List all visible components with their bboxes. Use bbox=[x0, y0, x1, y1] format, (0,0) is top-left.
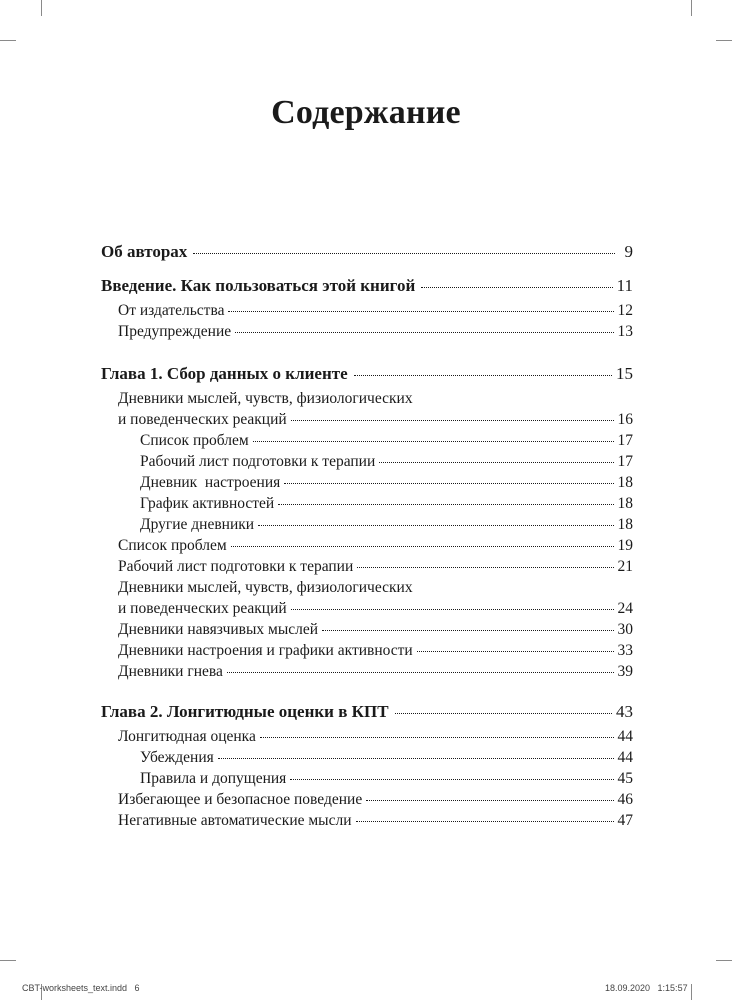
toc-entry[interactable] bbox=[118, 300, 633, 321]
toc-entry-label: Избегающее и безопасное поведение bbox=[118, 791, 363, 808]
toc-leader-dots bbox=[278, 503, 613, 505]
toc-page-number: 19 bbox=[617, 537, 633, 554]
toc-page-number: 30 bbox=[617, 621, 633, 638]
toc-entry[interactable] bbox=[118, 726, 633, 747]
toc-leader-dots bbox=[366, 799, 613, 801]
toc-page-number: 12 bbox=[617, 302, 633, 319]
toc-page-number: 33 bbox=[617, 642, 633, 659]
toc-page-number: 46 bbox=[617, 791, 633, 808]
toc-entry-label: Введение. Как пользоваться этой книгой bbox=[101, 276, 416, 295]
toc-entry-label: Дневник настроения bbox=[140, 474, 281, 491]
footer-file-info: CBT-worksheets_text.indd 6 bbox=[22, 983, 140, 993]
toc-leader-dots bbox=[235, 331, 613, 333]
toc-entry[interactable] bbox=[140, 768, 633, 789]
toc-page-number: 21 bbox=[617, 558, 633, 575]
toc-page-number: 43 bbox=[616, 702, 633, 721]
toc-leader-dots bbox=[218, 757, 614, 759]
toc-page-number: 24 bbox=[617, 600, 633, 617]
toc-entry-label: Об авторах bbox=[101, 242, 188, 261]
toc-leader-dots bbox=[354, 374, 612, 376]
toc-leader-dots bbox=[260, 736, 614, 738]
toc-leader-dots bbox=[291, 608, 614, 610]
toc-page-number: 44 bbox=[617, 728, 633, 745]
toc-page-number: 18 bbox=[617, 474, 633, 491]
toc-entry-label: График активностей bbox=[140, 495, 275, 512]
toc-leader-dots bbox=[290, 778, 613, 780]
toc-page-number: 9 bbox=[624, 242, 633, 261]
toc-page-number: 13 bbox=[617, 323, 633, 340]
toc-page-number: 44 bbox=[617, 749, 633, 766]
toc-page-number: 17 bbox=[617, 432, 633, 449]
toc-entry[interactable] bbox=[118, 661, 633, 682]
toc-entry-label: Дневники гнева bbox=[118, 663, 223, 680]
toc-leader-dots bbox=[421, 286, 612, 288]
toc-page-number: 18 bbox=[617, 516, 633, 533]
toc-leader-dots bbox=[258, 524, 613, 526]
toc-entry-label: Лонгитюдная оценка bbox=[118, 728, 256, 745]
toc-entry[interactable] bbox=[140, 430, 633, 451]
toc-entry-label: Убеждения bbox=[140, 749, 214, 766]
toc-entry-label: Список проблем bbox=[118, 537, 227, 554]
toc-entry[interactable] bbox=[118, 321, 633, 342]
toc-entry-chapter[interactable] bbox=[101, 274, 633, 298]
toc-entry-chapter[interactable] bbox=[101, 700, 633, 724]
toc-entry[interactable] bbox=[118, 409, 633, 430]
toc-entry-label: и поведенческих реакций bbox=[118, 600, 287, 617]
toc-entry[interactable] bbox=[140, 514, 633, 535]
page-title: Содержание bbox=[271, 94, 461, 131]
toc-leader-dots bbox=[253, 440, 614, 442]
toc-leader-dots bbox=[356, 820, 614, 822]
toc-entry-label: Рабочий лист подготовки к терапии bbox=[118, 558, 354, 575]
toc-entry[interactable] bbox=[140, 493, 633, 514]
toc-entry-label: Рабочий лист подготовки к терапии bbox=[140, 453, 376, 470]
toc-entry-label: Глава 1. Сбор данных о клиенте bbox=[101, 364, 348, 383]
toc-entry[interactable] bbox=[118, 535, 633, 556]
toc-entry[interactable] bbox=[140, 747, 633, 768]
toc-entry[interactable] bbox=[118, 619, 633, 640]
toc-page-number: 45 bbox=[617, 770, 633, 787]
toc-entry-label: Глава 2. Лонгитюдные оценки в КПТ bbox=[101, 702, 389, 721]
toc-leader-dots bbox=[322, 629, 613, 631]
toc-entry[interactable] bbox=[140, 472, 633, 493]
toc-entry[interactable] bbox=[118, 640, 633, 661]
toc-leader-dots bbox=[291, 419, 614, 421]
toc-leader-dots bbox=[231, 545, 614, 547]
toc-entry-label[interactable]: Дневники мыслей, чувств, физиологических bbox=[118, 579, 413, 596]
toc-entry[interactable] bbox=[118, 810, 633, 831]
toc-entry-label[interactable]: Дневники мыслей, чувств, физиологических bbox=[118, 390, 413, 407]
toc-entry-chapter[interactable] bbox=[101, 362, 633, 386]
toc-entry-label: От издательства bbox=[118, 302, 225, 319]
toc-entry-chapter[interactable] bbox=[101, 240, 633, 264]
toc-leader-dots bbox=[395, 712, 612, 714]
toc-leader-dots bbox=[227, 671, 614, 673]
toc-entry[interactable] bbox=[118, 556, 633, 577]
toc-page-number: 17 bbox=[617, 453, 633, 470]
toc-entry-label: Предупреждение bbox=[118, 323, 232, 340]
toc-entry-label: Правила и допущения bbox=[140, 770, 287, 787]
toc-leader-dots bbox=[357, 566, 613, 568]
toc-leader-dots bbox=[379, 461, 613, 463]
toc-entry-label: Другие дневники bbox=[140, 516, 255, 533]
toc-entry-label: Список проблем bbox=[140, 432, 249, 449]
toc-page-number: 39 bbox=[617, 663, 633, 680]
toc-entry-label: Негативные автоматические мысли bbox=[118, 812, 352, 829]
toc-page-number: 47 bbox=[617, 812, 633, 829]
toc-leader-dots bbox=[284, 482, 613, 484]
toc-entry[interactable] bbox=[118, 789, 633, 810]
toc-leader-dots bbox=[228, 310, 613, 312]
toc-entry-label: Дневники настроения и графики активности bbox=[118, 642, 413, 659]
toc-entry[interactable] bbox=[118, 598, 633, 619]
footer-timestamp: 18.09.2020 1:15:57 bbox=[605, 983, 688, 993]
toc-page-number: 11 bbox=[616, 276, 633, 295]
toc-page-number: 15 bbox=[616, 364, 633, 383]
toc-entry[interactable] bbox=[140, 451, 633, 472]
toc-leader-dots bbox=[417, 650, 614, 652]
toc-entry-label: Дневники навязчивых мыслей bbox=[118, 621, 319, 638]
toc-leader-dots bbox=[193, 252, 615, 254]
toc-page-number: 18 bbox=[617, 495, 633, 512]
toc-page-number: 16 bbox=[617, 411, 633, 428]
toc-entry-label: и поведенческих реакций bbox=[118, 411, 287, 428]
